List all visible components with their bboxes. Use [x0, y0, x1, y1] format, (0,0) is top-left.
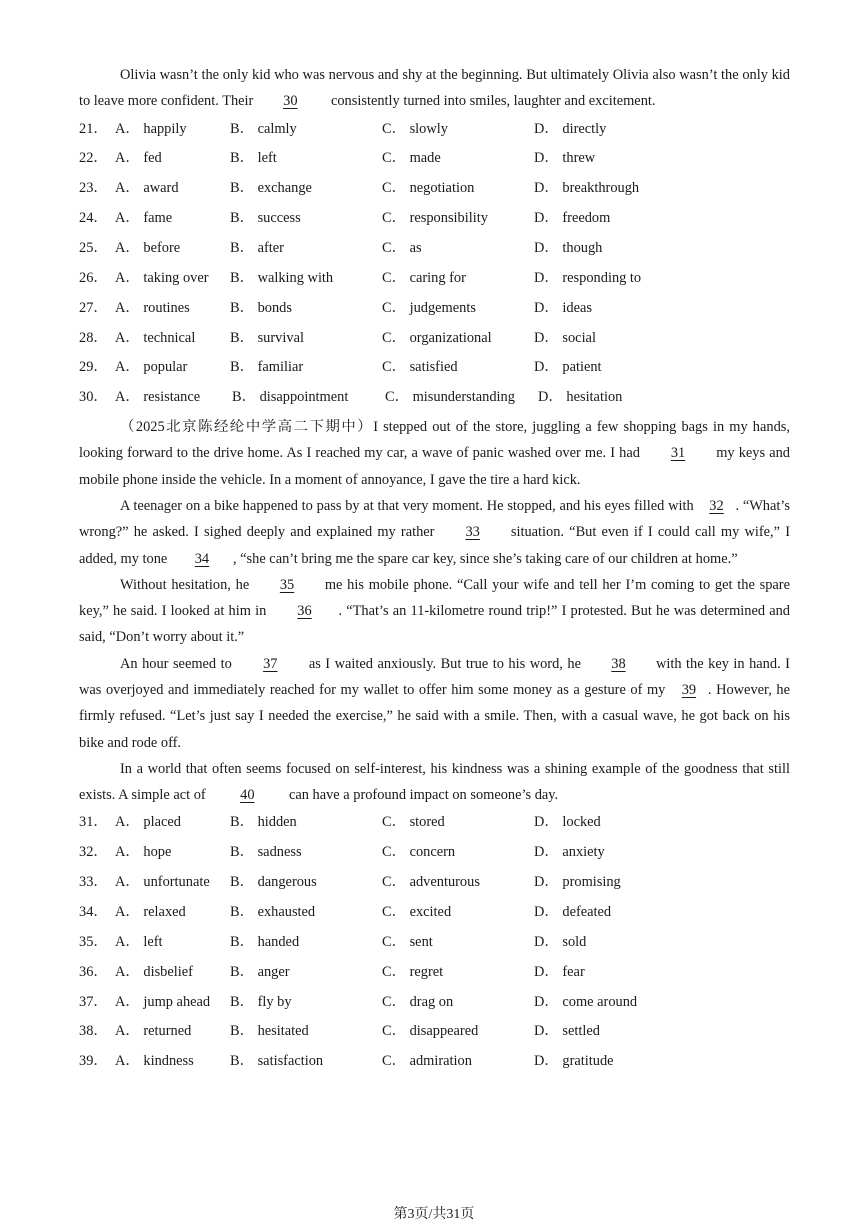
- question-number: 36．: [79, 963, 108, 980]
- option-a: A． placed: [115, 814, 181, 831]
- question-number: 35．: [79, 933, 108, 950]
- option-c: C． responsibility: [382, 210, 488, 227]
- question-number: 23．: [79, 180, 108, 197]
- question-row: [79, 234, 790, 264]
- question-row: [79, 383, 790, 413]
- question-row: [79, 868, 790, 898]
- option-b: B． disappointment: [232, 389, 349, 406]
- option-a: A． jump ahead: [115, 993, 211, 1010]
- blank-38: 38: [611, 655, 626, 672]
- option-a: A． before: [115, 239, 181, 256]
- question-number: 29．: [79, 359, 108, 376]
- option-a: A． taking over: [115, 269, 209, 286]
- option-c: C． drag on: [382, 993, 454, 1010]
- option-a: A． disbelief: [115, 963, 193, 980]
- option-d: D． patient: [534, 359, 602, 376]
- option-b: B． bonds: [230, 299, 292, 316]
- question-number: 27．: [79, 299, 108, 316]
- option-b: B． dangerous: [230, 874, 317, 891]
- passage2-text: , “she can’t bring me the spare car key, since she’s taking care of our children at home.”: [232, 550, 738, 567]
- question-row: [79, 115, 790, 145]
- question-number: 39．: [79, 1053, 108, 1070]
- question-row: [79, 353, 790, 383]
- option-b: B． satisfaction: [230, 1053, 324, 1070]
- question-row: [79, 958, 790, 988]
- option-b: B． calmly: [230, 120, 297, 137]
- option-b: B． handed: [230, 933, 300, 950]
- option-a: A． returned: [115, 1023, 192, 1040]
- passage2-text: A teenager on a bike happened to pass by at that very moment. He stopped, and his eyes filled with: [120, 497, 694, 514]
- option-a: A． happily: [115, 120, 187, 137]
- question-number: 21．: [79, 120, 108, 137]
- option-c: C． disappeared: [382, 1023, 479, 1040]
- option-a: A． fed: [115, 150, 162, 167]
- option-b: B． anger: [230, 963, 290, 980]
- option-c: C． slowly: [382, 120, 448, 137]
- option-a: A． unfortunate: [115, 874, 210, 891]
- question-row: [79, 1017, 790, 1047]
- passage2-text: my keys and mobile phone inside the vehicle. In a moment of annoyance, I gave the tire a hard kick.: [79, 445, 790, 488]
- option-d: D． defeated: [534, 904, 612, 921]
- option-c: C． stored: [382, 814, 445, 831]
- option-d: D． anxiety: [534, 844, 605, 861]
- option-c: C． adventurous: [382, 874, 480, 891]
- question-number: 24．: [79, 210, 108, 227]
- option-c: C． made: [382, 150, 441, 167]
- question-row: [79, 264, 790, 294]
- option-d: D． gratitude: [534, 1053, 614, 1070]
- passage2-text: . “That’s an 11-kilometre round trip!” I protested. But he was determined and said, “Don’t worry about it.”: [79, 603, 790, 646]
- option-b: B． survival: [230, 329, 304, 346]
- blank-30: 30: [283, 93, 298, 110]
- blank-31: 31: [670, 445, 686, 462]
- blank-32: 32: [709, 497, 724, 514]
- passage1-text-b: consistently turned into smiles, laughter and excitement.: [330, 93, 656, 110]
- option-a: A． routines: [115, 299, 190, 316]
- question-row: [79, 928, 790, 958]
- blank-35: 35: [279, 576, 295, 593]
- passage2-paragraph-4: [79, 651, 790, 756]
- page-footer: 第3页/共31页: [393, 1207, 475, 1222]
- question-row: [79, 294, 790, 324]
- question-row: [79, 838, 790, 868]
- option-d: D． sold: [534, 933, 587, 950]
- option-a: A． left: [115, 933, 163, 950]
- blank-36: 36: [297, 603, 312, 620]
- option-a: A． fame: [115, 210, 173, 227]
- option-d: D． promising: [534, 874, 621, 891]
- option-d: D． ideas: [534, 299, 592, 316]
- option-d: D． responding to: [534, 269, 642, 286]
- question-number: 37．: [79, 993, 108, 1010]
- option-b: B． left: [230, 150, 277, 167]
- question-number: 31．: [79, 814, 108, 831]
- option-b: B． fly by: [230, 993, 292, 1010]
- passage2-text: can have a profound impact on someone’s day.: [288, 787, 559, 804]
- passage2-text: . “What’s wrong?” he asked. I sighed deeply and explained my rather: [79, 497, 790, 541]
- options-list-31-39: [79, 808, 790, 1077]
- passage1-text-a: Olivia wasn’t the only kid who was nervous and shy at the beginning. But ultimately Olivia also wasn’t the only kid to leave more confident. Their: [79, 67, 790, 110]
- passage2-text: with the key in hand. I was overjoyed and immediately reached for my wallet to offer him some money as a gesture of my: [79, 655, 790, 698]
- option-b: B． exchange: [230, 180, 312, 197]
- passage2-text: I stepped out of the store, juggling a few shopping bags in my hands, looking forward to the drive home. As I reached my car, a wave of panic washed over me. I had: [79, 419, 790, 462]
- option-d: D． hesitation: [538, 389, 623, 406]
- question-number: 28．: [79, 329, 108, 346]
- question-number: 26．: [79, 269, 108, 286]
- passage2-text: me his mobile phone. “Call your wife and tell her I’m coming to get the spare key,” he said. I looked at him in: [79, 576, 790, 620]
- question-row: [79, 174, 790, 204]
- option-c: C． concern: [382, 844, 456, 861]
- question-number: 38．: [79, 1023, 108, 1040]
- passage2-text: situation. “But even if I could call my wife,” I added, my tone: [79, 524, 790, 567]
- question-row: [79, 324, 790, 354]
- option-c: C． as: [382, 239, 422, 256]
- passage2-text: Without hesitation, he: [120, 576, 250, 593]
- option-c: C． satisfied: [382, 359, 458, 376]
- blank-39: 39: [681, 682, 697, 698]
- option-a: A． award: [115, 180, 179, 197]
- option-b: B． exhausted: [230, 904, 316, 921]
- option-b: B． hidden: [230, 814, 297, 831]
- options-list-21-30: [79, 115, 790, 413]
- passage2-paragraph-2: [79, 493, 790, 572]
- blank-33: 33: [465, 524, 480, 541]
- option-a: A． hope: [115, 844, 172, 861]
- blank-40: 40: [240, 787, 255, 804]
- option-a: A． resistance: [115, 389, 201, 406]
- question-row: [79, 988, 790, 1018]
- question-row: [79, 808, 790, 838]
- blank-37: 37: [263, 655, 278, 672]
- passage-source: （2025北京陈经纶中学高二下期中）: [120, 419, 374, 436]
- blank-34: 34: [194, 550, 210, 567]
- option-c: C． caring for: [382, 269, 466, 286]
- passage2-paragraph-1: [79, 414, 790, 493]
- option-c: C． misunderstanding: [385, 389, 515, 406]
- option-c: C． negotiation: [382, 180, 475, 197]
- question-row: [79, 1047, 790, 1077]
- option-b: B． walking with: [230, 269, 334, 286]
- passage2-paragraph-3: [79, 572, 790, 651]
- option-c: C． sent: [382, 933, 433, 950]
- option-d: D． threw: [534, 150, 596, 167]
- passage2-paragraph-5: [79, 756, 790, 809]
- option-d: D． social: [534, 329, 596, 346]
- option-a: A． popular: [115, 359, 188, 376]
- option-c: C． regret: [382, 963, 444, 980]
- question-number: 32．: [79, 844, 108, 861]
- option-b: B． success: [230, 210, 301, 227]
- option-c: C． excited: [382, 904, 452, 921]
- passage1-closing-paragraph: [79, 62, 790, 115]
- document-page: [79, 62, 790, 1077]
- option-d: D． directly: [534, 120, 607, 137]
- option-a: A． relaxed: [115, 904, 186, 921]
- question-number: 30．: [79, 389, 108, 406]
- option-d: D． freedom: [534, 210, 611, 227]
- passage2-text: . However, he firmly refused. “Let’s just say I needed the exercise,” he said with a smile. Then, with a casual wave, he got back on his bike and rode off.: [79, 682, 790, 751]
- question-number: 33．: [79, 874, 108, 891]
- question-row: [79, 144, 790, 174]
- option-c: C． organizational: [382, 329, 492, 346]
- passage2-text: In a world that often seems focused on self-interest, his kindness was a shining example of the goodness that still exists. A simple act of: [79, 760, 790, 804]
- question-number: 22．: [79, 150, 108, 167]
- question-number: 25．: [79, 239, 108, 256]
- option-c: C． judgements: [382, 299, 476, 316]
- option-b: B． familiar: [230, 359, 304, 376]
- question-row: [79, 898, 790, 928]
- option-d: D． fear: [534, 963, 585, 980]
- option-d: D． breakthrough: [534, 180, 640, 197]
- option-d: D． locked: [534, 814, 601, 831]
- option-d: D． come around: [534, 993, 638, 1010]
- passage2-text: as I waited anxiously. But true to his word, he: [308, 655, 581, 672]
- option-a: A． technical: [115, 329, 196, 346]
- option-d: D． settled: [534, 1023, 600, 1040]
- option-c: C． admiration: [382, 1053, 472, 1070]
- option-d: D． though: [534, 239, 603, 256]
- option-a: A． kindness: [115, 1053, 194, 1070]
- option-b: B． sadness: [230, 844, 302, 861]
- option-b: B． hesitated: [230, 1023, 309, 1040]
- option-b: B． after: [230, 239, 284, 256]
- passage2-text: An hour seemed to: [120, 655, 232, 672]
- question-row: [79, 204, 790, 234]
- question-number: 34．: [79, 904, 108, 921]
